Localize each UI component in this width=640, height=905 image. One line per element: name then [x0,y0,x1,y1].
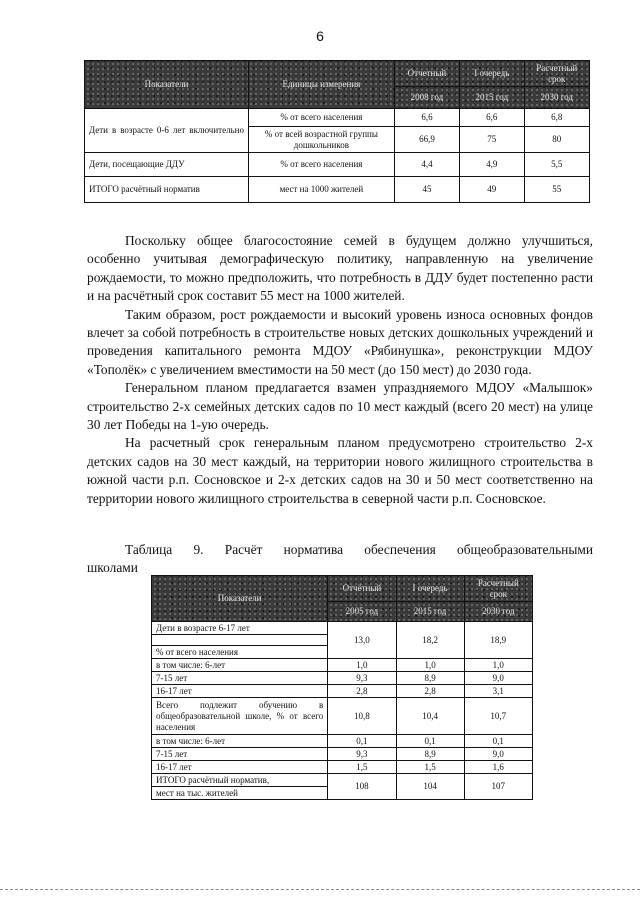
page-number: 6 [316,28,324,44]
cell-value: 18,2 [396,622,464,659]
header-year-2030: 2030 год [464,602,532,622]
cell-value: 6,6 [394,109,459,127]
cell-value: 9,0 [464,748,532,761]
cell-value: 1,0 [464,659,532,672]
row-label: ИТОГО расчётный норматив [85,177,249,203]
row-label: в том числе: 6-лет [152,659,328,672]
row-label: 7-15 лет [152,672,328,685]
cell-value: 9,3 [328,748,396,761]
cell-value: 4,9 [460,153,524,177]
row-label: в том числе: 6-лет [152,735,328,748]
row-unit: % от всего населения [248,109,394,127]
row-label: Дети в возрасте 6-17 лет [152,622,328,635]
cell-value: 49 [460,177,524,203]
header-reported: Отчётный [328,576,396,602]
cell-value: 66,9 [394,127,459,153]
table-row [152,672,533,685]
table-row [152,659,533,672]
cell-value: 0,1 [328,735,396,748]
cell-value: 107 [464,774,532,800]
cell-value: 8,9 [396,748,464,761]
table-row [152,698,533,735]
cell-value: 3,1 [464,685,532,698]
header-stage1: I очередь [460,61,524,87]
caption-line: Таблица 9. Расчёт норматива обеспечения общеобразовательными [125,542,593,557]
header-year-2015: 2015 год [460,87,524,109]
row-label: ИТОГО расчётный норматив, [152,774,328,787]
cell-value: 1,5 [328,761,396,774]
paragraph: Таким образом, рост рождаемости и высокий уровень износа основных фондов влечет за собой потребность в строительстве новых детских дошкольных учреждений и проведения капитального ремонта МДОУ «Рябинушка», реконструкции МДОУ «Тополёк» с увеличением вместимости на 50 мест (до 150 мест) до 2030 года. [87,306,593,377]
cell-value: 10,4 [396,698,464,735]
header-reported: Отчетный [394,61,459,87]
row-label: % от всего населения [152,646,328,659]
cell-value: 45 [394,177,459,203]
header-year-2030: 2030 год [524,87,590,109]
cell-value: 5,5 [524,153,590,177]
header-year-2005: 2005 год [328,602,396,622]
row-label: мест на тыс. жителей [152,787,328,800]
scan-edge-divider [0,889,640,890]
row-label: 16-17 лет [152,761,328,774]
header-units: Единицы измерения [248,61,394,109]
table-row [152,622,533,635]
table-row [152,735,533,748]
paragraph: Генеральном планом предлагается взамен упраздняемого МДОУ «Малышок» строительство 2-х семейных детских садов по 10 мест каждый (всего 20 мест) на улице 30 лет Победы на 1-ую очередь. [87,380,593,433]
cell-value: 0,1 [464,735,532,748]
cell-value: 104 [396,774,464,800]
row-label: 7-15 лет [152,748,328,761]
header-indicator: Показатели [85,61,249,109]
paragraph: Поскольку общее благосостояние семей в будущем должно улучшиться, особенно учитывая демографическую политику, направленную на увеличение рождаемости, то можно предположить, что потребность в ДДУ будет постепенно расти и на расчётный срок составит 55 мест на 1000 жителей. [87,233,593,304]
body-text [87,232,593,508]
row-spacer [152,635,328,646]
cell-value: 75 [460,127,524,153]
row-label: Дети в возрасте 0-6 лет включительно [85,109,249,153]
cell-value: 6,6 [460,109,524,127]
cell-value: 10,7 [464,698,532,735]
table-row [85,177,590,203]
cell-value: 10,8 [328,698,396,735]
table-row [152,748,533,761]
row-unit: % от всей возрастной группы дошкольников [248,127,394,153]
header-year-2015: 2015 год [396,602,464,622]
cell-value: 13,0 [328,622,396,659]
table-row [152,774,533,787]
table-row [85,109,590,127]
cell-value: 2,8 [328,685,396,698]
cell-value: 55 [524,177,590,203]
cell-value: 6,8 [524,109,590,127]
paragraph: На расчетный срок генеральным планом предусмотрено строительство 2-х детских садов на 30 мест каждый, на территории нового жилищного строительства в южной части р.п. Сосновское и 2-х детских садов на 30 и 50 мест соответственно на территории нового жилищного строительства в северной части р.п. Сосновское. [87,435,593,506]
cell-value: 9,0 [464,672,532,685]
preschool-norm-table [84,60,590,203]
cell-value: 1,6 [464,761,532,774]
table-row [152,761,533,774]
row-label: Всего подлежит обучению в общеобразовательной школе, % от всего населения [152,698,328,735]
cell-value: 8,9 [396,672,464,685]
cell-value: 18,9 [464,622,532,659]
cell-value: 4,4 [394,153,459,177]
cell-value: 1,0 [328,659,396,672]
school-norm-table [151,575,533,800]
table-row [85,153,590,177]
cell-value: 108 [328,774,396,800]
row-unit: мест на 1000 жителей [248,177,394,203]
caption-line: школами [87,560,138,576]
cell-value: 0,1 [396,735,464,748]
cell-value: 9,3 [328,672,396,685]
header-stage1: I очередь [396,576,464,602]
header-indicator: Показатели [152,576,328,622]
header-target: Расчетный срок [524,61,590,87]
header-year-2008: 2008 год [394,87,459,109]
header-target: Расчетный срок [464,576,532,602]
row-label: Дети, посещающие ДДУ [85,153,249,177]
row-label: 16-17 лет [152,685,328,698]
cell-value: 2,8 [396,685,464,698]
cell-value: 1,0 [396,659,464,672]
row-unit: % от всего населения [248,153,394,177]
table-row [152,685,533,698]
cell-value: 1,5 [396,761,464,774]
cell-value: 80 [524,127,590,153]
table-caption [87,541,593,578]
